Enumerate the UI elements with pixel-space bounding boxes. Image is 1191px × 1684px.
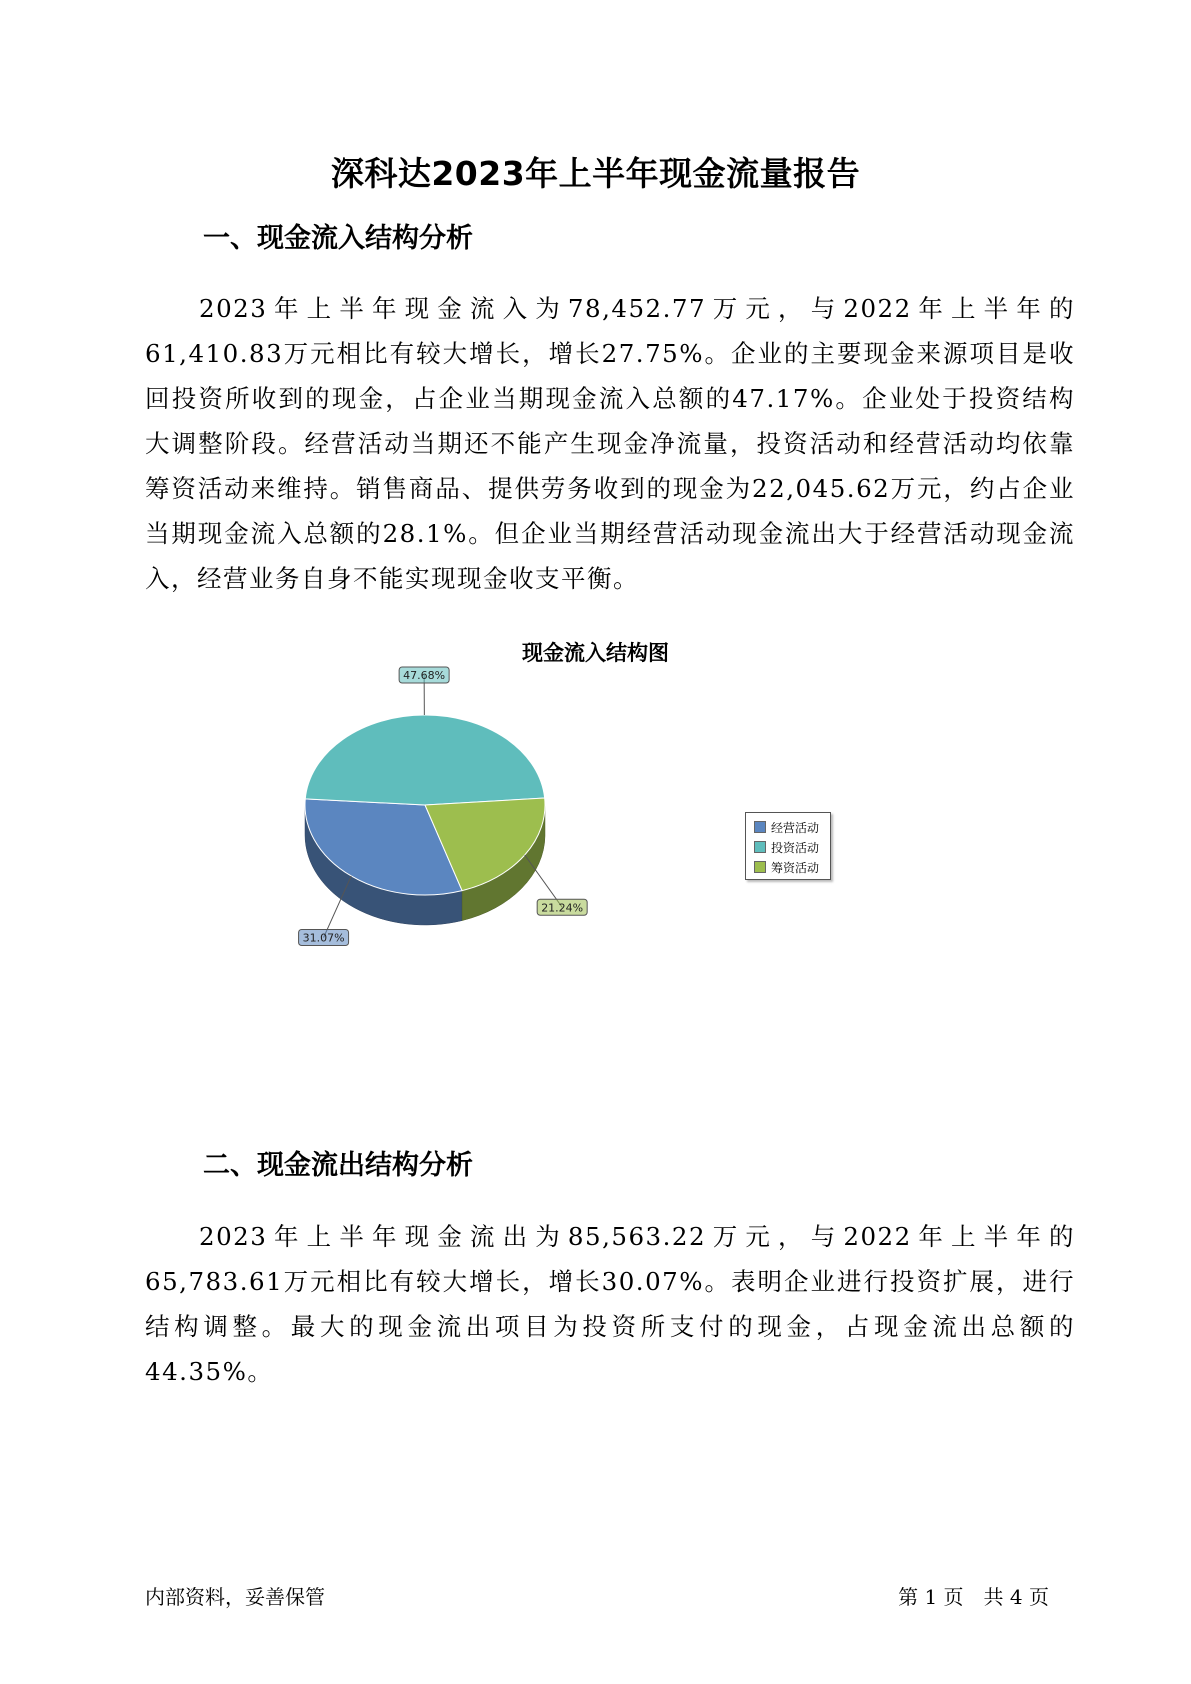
section2-heading: 二、现金流出结构分析 [203, 1150, 473, 1181]
data-label-financing: 21.24% [541, 901, 584, 915]
footer-page-number: 第 1 页 共 4 页 [898, 1585, 1049, 1609]
legend-swatch [754, 861, 766, 873]
section1-heading: 一、现金流入结构分析 [203, 223, 473, 254]
footer-confidential: 内部资料，妥善保管 [145, 1585, 325, 1609]
legend-item-investing [754, 838, 830, 856]
legend-item-operating [754, 818, 830, 836]
chart-title: 现金流入结构图 [522, 641, 669, 665]
legend-swatch [754, 841, 766, 853]
legend-swatch [754, 821, 766, 833]
section1-paragraph: 2023年上半年现金流入为78,452.77万元，与2022年上半年的61,410.83万元相比有较大增长，增长27.75%。企业的主要现金来源项目是收回投资所收到的现金，占企业当期现金流入总额的47.17%。企业处于投资结构大调整阶段。经营活动当期还不能产生现金净流量，投资活动和经营活动均依靠筹资活动来维持。销售商品、提供劳务收到的现金为22,045.62万元，约占企业当期现金流入总额的28.1%。但企业当期经营活动现金流出大于经营活动现金流入，经营业务自身不能实现现金收支平衡。 [145, 294, 1075, 593]
pie-chart [230, 669, 590, 950]
legend-item-financing [754, 858, 830, 876]
data-label-operating: 31.07% [302, 931, 345, 945]
data-label-investing: 47.68% [403, 669, 446, 683]
section2-paragraph: 2023年上半年现金流出为85,563.22万元，与2022年上半年的65,783.61万元相比有较大增长，增长30.07%。表明企业进行投资扩展，进行结构调整。最大的现金流出项目为投资所支付的现金，占现金流出总额的44.35%。 [145, 1222, 1075, 1386]
pie-slice-investing [305, 715, 544, 805]
page-title: 深科达2023年上半年现金流量报告 [330, 154, 861, 193]
legend-label: 投资活动 [771, 840, 820, 855]
legend-label: 经营活动 [771, 820, 820, 835]
legend-label: 筹资活动 [771, 860, 820, 875]
chart-legend [745, 812, 831, 880]
